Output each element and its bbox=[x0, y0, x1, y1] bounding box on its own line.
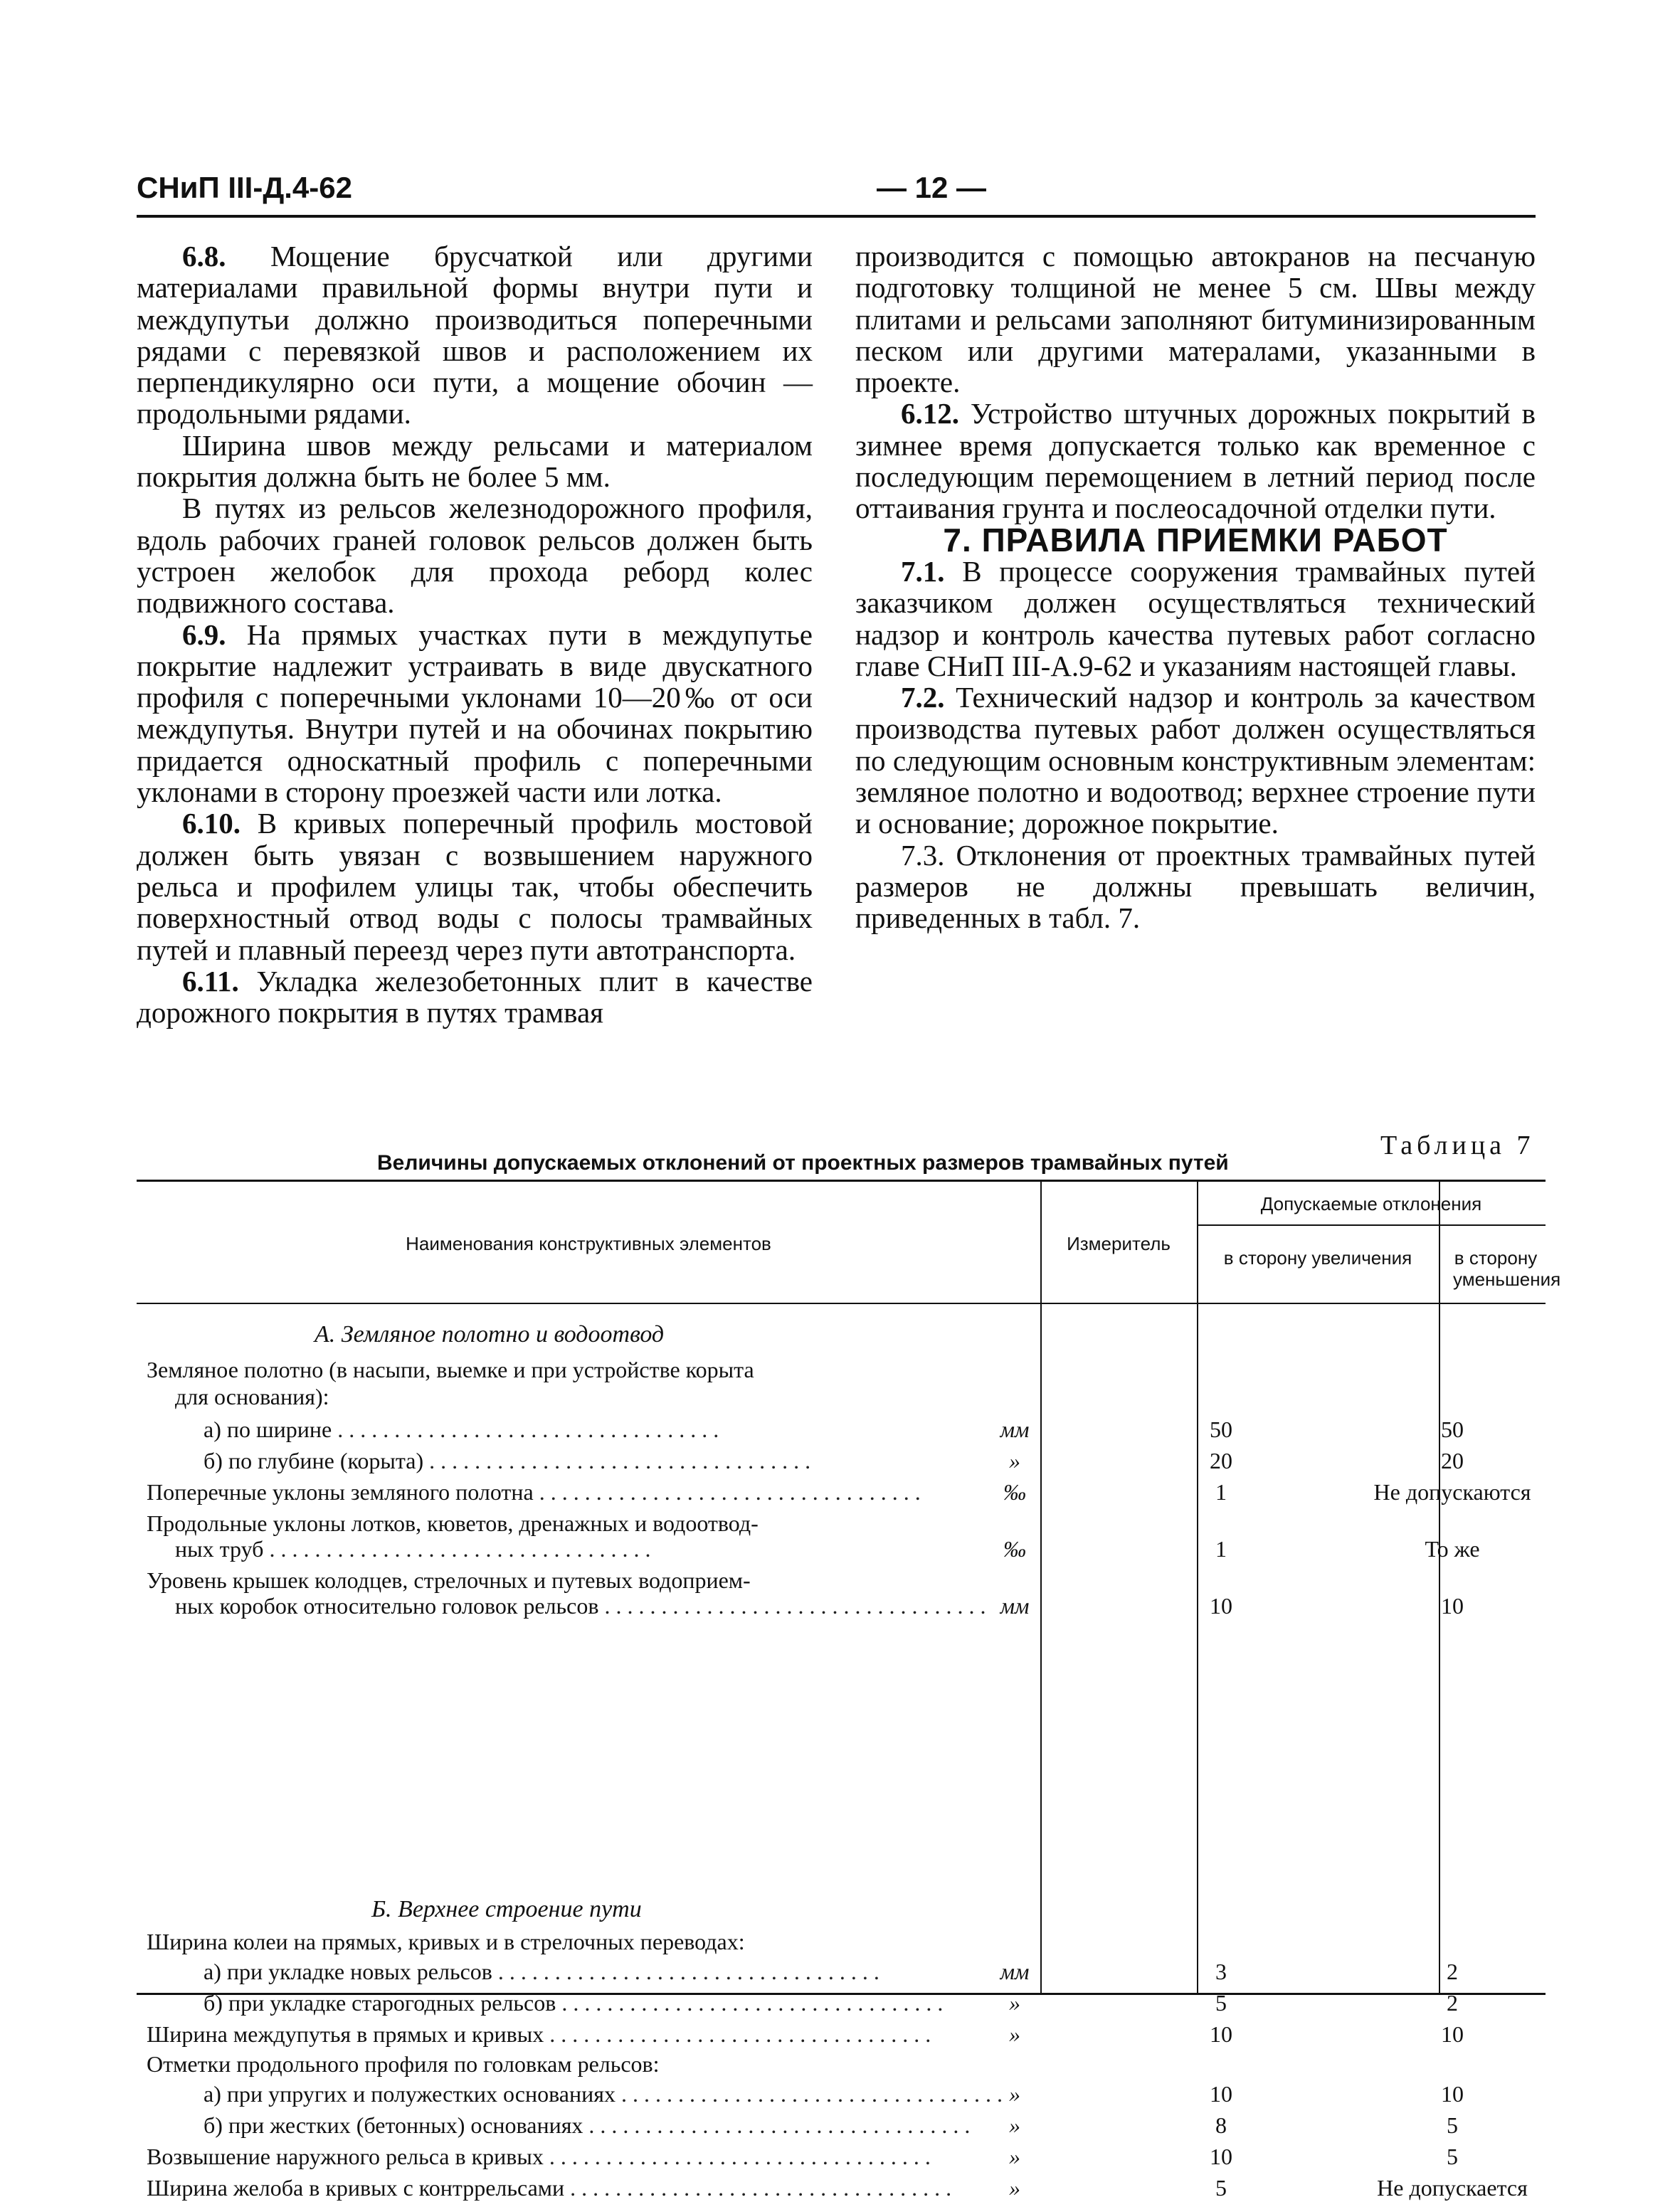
row-name-text: Отметки продольного профиля по головкам рельсов: bbox=[147, 2051, 660, 2077]
section-title: 7. ПРАВИЛА ПРИЕМКИ РАБОТ bbox=[943, 521, 1448, 559]
dot-leader: . . . . . . . . . . . . . . . . . . . . . . . . . . . . . . . . . . bbox=[263, 1536, 651, 1562]
row-decrease: 10 bbox=[1441, 1593, 1464, 1619]
row-unit: » bbox=[1009, 2021, 1020, 2047]
row-name-text: а) по ширине bbox=[204, 1417, 332, 1442]
row-name-text: для основания): bbox=[175, 1384, 329, 1409]
row-decrease: 50 bbox=[1441, 1417, 1464, 1442]
row-decrease: 5 bbox=[1447, 2112, 1458, 2138]
table-section-b: Б. Верхнее строение пути bbox=[371, 1896, 642, 1922]
row-name bbox=[147, 1415, 1036, 1444]
row-decrease: Не допускается bbox=[1377, 2175, 1528, 2201]
row-increase: 10 bbox=[1210, 2144, 1232, 2169]
row-name bbox=[147, 1566, 1043, 1594]
dot-leader: . . . . . . . . . . . . . . . . . . . . . . . . . . . . . . . . . . bbox=[598, 1593, 986, 1619]
paragraph-text: Ширина швов между рельсами и материалом покрытия должна быть не более 5 мм. bbox=[137, 428, 813, 494]
paragraph-text: В путях из рельсов железнодорожного профиля, вдоль рабочих граней головок рельсов должен быть устроен желобок для прохода реборд колес подвижного состава. bbox=[137, 492, 813, 620]
row-increase: 10 bbox=[1210, 1593, 1232, 1619]
left-column bbox=[137, 240, 813, 1028]
paragraph-text: Технический надзор и контроль за качеством производства путевых работ должен осуществляться по следующим основным конструктивным элементам: земляное полотно и водоотвод; верхнее строение пути и основание; дорожное покрытие. bbox=[855, 681, 1536, 840]
row-name bbox=[147, 1446, 1036, 1475]
dot-leader: . . . . . . . . . . . . . . . . . . . . . . . . . . . . . . . . . . bbox=[533, 1479, 921, 1505]
row-unit: мм bbox=[1000, 1593, 1030, 1619]
row-name bbox=[147, 1592, 1036, 1620]
dot-leader: . . . . . . . . . . . . . . . . . . . . . . . . . . . . . . . . . . bbox=[615, 2081, 1003, 2107]
row-name bbox=[147, 2142, 1036, 2171]
paragraph-number: 6.12. bbox=[901, 397, 959, 430]
table-section-a: А. Земляное полотно и водоотвод bbox=[315, 1321, 665, 1348]
row-unit: » bbox=[1009, 2144, 1020, 2169]
row-increase: 10 bbox=[1210, 2081, 1232, 2107]
row-decrease: 5 bbox=[1447, 2144, 1458, 2169]
row-unit: » bbox=[1009, 1448, 1020, 1473]
row-unit: » bbox=[1009, 2081, 1020, 2107]
row-name-text: Ширина колеи на прямых, кривых и в стрелочных переводах: bbox=[147, 1929, 745, 1954]
table-divider bbox=[1197, 1224, 1546, 1226]
row-name-text: б) при жестких (бетонных) основаниях bbox=[204, 2112, 583, 2138]
row-decrease: 10 bbox=[1441, 2081, 1464, 2107]
table-caption: Величины допускаемых отклонений от проектных размеров трамвайных путей bbox=[377, 1151, 1229, 1175]
row-increase: 50 bbox=[1210, 1417, 1232, 1442]
row-increase: 5 bbox=[1215, 1990, 1227, 2016]
row-name-text: Продольные уклоны лотков, кюветов, дренажных и водоотвод- bbox=[147, 1510, 759, 1536]
dot-leader: . . . . . . . . . . . . . . . . . . . . . . . . . . . . . . . . . . bbox=[583, 2112, 971, 2138]
paragraph bbox=[137, 430, 813, 493]
row-name bbox=[147, 1478, 1036, 1506]
row-name bbox=[147, 2080, 1036, 2108]
row-name bbox=[147, 1927, 1043, 1956]
paragraph-number: 7.1. bbox=[901, 554, 945, 588]
row-decrease: 2 bbox=[1447, 1959, 1458, 1984]
row-name-text: Возвышение наружного рельса в кривых bbox=[147, 2144, 544, 2169]
row-name-text: Уровень крышек колодцев, стрелочных и путевых водоприем- bbox=[147, 1567, 751, 1593]
paragraph-number: 6.9. bbox=[182, 618, 226, 651]
row-name bbox=[147, 1509, 1043, 1537]
page-header bbox=[137, 165, 1536, 218]
paragraph bbox=[137, 965, 813, 1029]
paragraph bbox=[855, 682, 1536, 839]
row-name bbox=[147, 2020, 1036, 2048]
row-unit: мм bbox=[1000, 1417, 1030, 1442]
paragraph bbox=[137, 619, 813, 808]
row-name-text: Поперечные уклоны земляного полотна bbox=[147, 1479, 534, 1505]
right-column bbox=[855, 240, 1536, 934]
row-name bbox=[147, 1355, 1043, 1384]
paragraph-number: 6.10. bbox=[182, 807, 241, 840]
row-name-text: Земляное полотно (в насыпи, выемке и при устройстве корыта bbox=[147, 1357, 754, 1382]
document-code: СНиП III-Д.4-62 bbox=[137, 171, 352, 204]
row-name-text: Ширина междупутья в прямых и кривых bbox=[147, 2021, 544, 2047]
row-name bbox=[147, 2050, 1043, 2078]
row-decrease: 20 bbox=[1441, 1448, 1464, 1473]
paragraph-text: В кривых поперечный профиль мостовой должен быть увязан с возвышением наружного рельса и профилем улицы так, чтобы обеспечить поверхностный отвод воды с полосы трамвайных путей и плавный переезд через пути автотранспорта. bbox=[137, 807, 813, 966]
header-group: Допускаемые отклонения bbox=[1260, 1193, 1482, 1214]
paragraph bbox=[855, 556, 1536, 682]
row-name-text: б) по глубине (корыта) bbox=[204, 1448, 424, 1473]
paragraph-text: 7.3. Отклонения от проектных трамвайных путей размеров не должны превышать величин, приведенных в табл. 7. bbox=[855, 838, 1536, 935]
paragraph-text: Укладка железобетонных плит в качестве дорожного покрытия в путях трамвая bbox=[137, 964, 813, 1029]
paragraph-text: производится с помощью автокранов на песчаную подготовку толщиной не менее 5 см. Швы между плитами и рельсами заполняют битуминизированным песком или другими матералами, указанными в проекте. bbox=[855, 240, 1536, 399]
row-name-text: ных труб bbox=[175, 1536, 264, 1562]
paragraph-text: В процессе сооружения трамвайных путей заказчиком должен осуществляться технический надзор и контроль качества путевых работ согласно главе СНиП III-А.9-62 и указаниям настоящей главы. bbox=[855, 554, 1536, 682]
row-name-text: б) при укладке старогодных рельсов bbox=[204, 1990, 556, 2016]
row-name bbox=[147, 1535, 1036, 1563]
table-label: Таблица 7 bbox=[1380, 1131, 1535, 1160]
row-decrease: То же bbox=[1425, 1536, 1480, 1562]
row-name bbox=[147, 2111, 1036, 2139]
row-name bbox=[147, 1989, 1036, 2017]
paragraph bbox=[137, 492, 813, 618]
dot-leader: . . . . . . . . . . . . . . . . . . . . . . . . . . . . . . . . . . bbox=[423, 1448, 811, 1473]
header-increase: в сторону увеличения bbox=[1223, 1247, 1412, 1269]
dot-leader: . . . . . . . . . . . . . . . . . . . . . . . . . . . . . . . . . . bbox=[543, 2144, 931, 2169]
row-name-text: ных коробок относительно головок рельсов bbox=[175, 1593, 599, 1619]
row-increase: 20 bbox=[1210, 1448, 1232, 1473]
dot-leader: . . . . . . . . . . . . . . . . . . . . . . . . . . . . . . . . . . bbox=[556, 1990, 944, 2016]
row-decrease: Не допускаются bbox=[1373, 1479, 1531, 1505]
row-unit: мм bbox=[1000, 1959, 1030, 1984]
row-unit: » bbox=[1009, 2112, 1020, 2138]
row-increase: 8 bbox=[1215, 2112, 1227, 2138]
header-unit: Измеритель bbox=[1067, 1233, 1171, 1254]
row-name bbox=[147, 1382, 1072, 1411]
row-name bbox=[147, 1957, 1036, 1986]
row-name-text: Ширина желоба в кривых с контррельсами bbox=[147, 2175, 565, 2201]
paragraph-number: 7.2. bbox=[901, 681, 945, 714]
paragraph-text: Мощение брусчаткой или другими материалами правильной формы внутри пути и междупутьи должно производиться поперечными рядами с перевязкой швов и расположением их перпендикулярно оси пути, а мощение обочин — продольными рядами. bbox=[137, 240, 813, 430]
paragraph bbox=[855, 840, 1536, 934]
paragraph bbox=[137, 808, 813, 965]
dot-leader: . . . . . . . . . . . . . . . . . . . . . . . . . . . . . . . . . . bbox=[492, 1959, 879, 1984]
row-increase: 3 bbox=[1215, 1959, 1227, 1984]
deviations-table bbox=[137, 1180, 1561, 2201]
header-decrease: в сторону уменьшения bbox=[1453, 1247, 1561, 1290]
row-increase: 1 bbox=[1215, 1536, 1227, 1562]
row-increase: 10 bbox=[1210, 2021, 1232, 2047]
row-unit: ‰ bbox=[1003, 1479, 1026, 1505]
paragraph-text: На прямых участках пути в междупутье покрытие надлежит устраивать в виде двускатного профиля с поперечными уклонами 10—20‰ от оси междупутья. Внутри путей и на обочинах покрытию придается односкатный профиль с поперечными уклонами в сторону проезжей части или лотка. bbox=[137, 618, 813, 809]
paragraph-text: Устройство штучных дорожных покрытий в зимнее время допускается только как временное с последующим перемощением в летний период после оттаивания грунта и послеосадочной отделки пути. bbox=[855, 397, 1536, 525]
paragraph bbox=[855, 240, 1536, 398]
paragraph bbox=[137, 240, 813, 430]
row-increase: 5 bbox=[1215, 2175, 1227, 2201]
row-name-text: а) при упругих и полужестких основаниях bbox=[204, 2081, 616, 2107]
dot-leader: . . . . . . . . . . . . . . . . . . . . . . . . . . . . . . . . . . bbox=[564, 2175, 952, 2201]
row-decrease: 10 bbox=[1441, 2021, 1464, 2047]
row-name-text: а) при укладке новых рельсов bbox=[204, 1959, 492, 1984]
page-number: — 12 — bbox=[877, 171, 987, 204]
row-increase: 1 bbox=[1215, 1479, 1227, 1505]
dot-leader: . . . . . . . . . . . . . . . . . . . . . . . . . . . . . . . . . . bbox=[332, 1417, 719, 1442]
paragraph-number: 6.8. bbox=[182, 240, 226, 272]
paragraph bbox=[855, 398, 1536, 524]
paragraph-number: 6.11. bbox=[182, 964, 239, 997]
row-decrease: 2 bbox=[1447, 1990, 1458, 2016]
row-unit: » bbox=[1009, 1990, 1020, 2016]
row-name bbox=[147, 2174, 1036, 2202]
row-unit: » bbox=[1009, 2175, 1020, 2201]
table-divider bbox=[137, 1303, 1546, 1304]
dot-leader: . . . . . . . . . . . . . . . . . . . . . . . . . . . . . . . . . . bbox=[544, 2021, 931, 2047]
row-unit: ‰ bbox=[1003, 1536, 1026, 1562]
header-name: Наименования конструктивных элементов bbox=[406, 1233, 771, 1254]
